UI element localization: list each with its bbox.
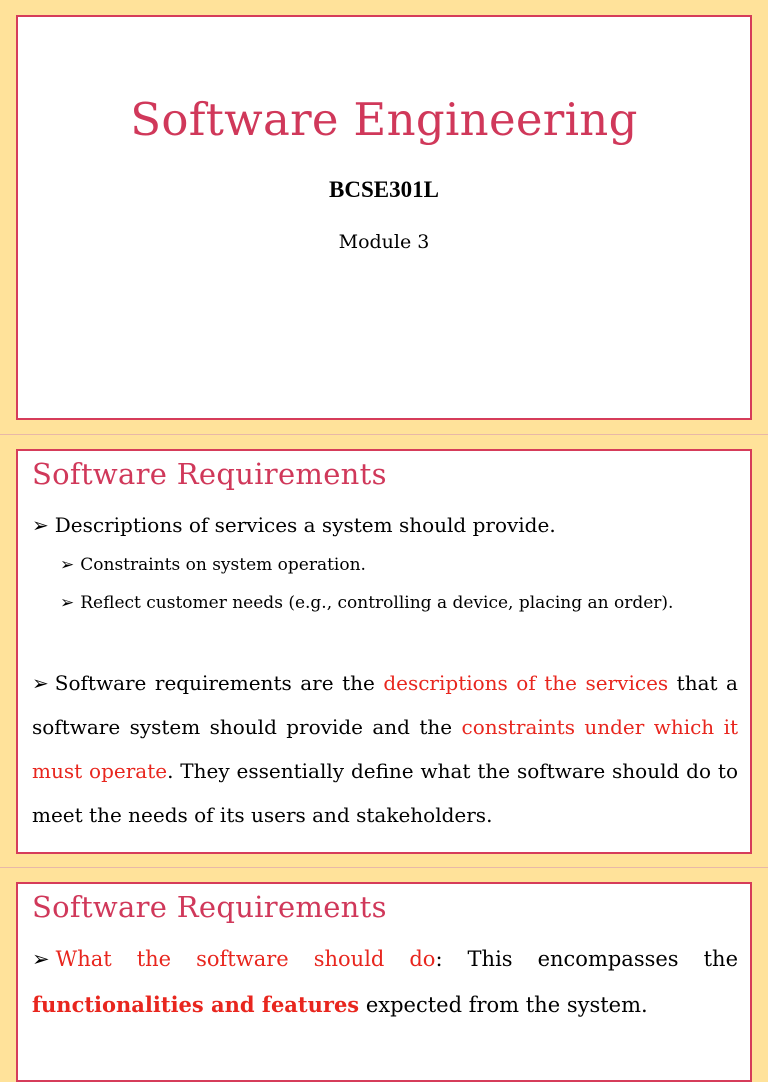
arrow-bullet-icon: ➢: [60, 593, 75, 613]
slide-3-frame: [0, 867, 768, 1024]
slide-3-title: Software Requirements: [32, 890, 387, 924]
slide-3[interactable]: [16, 882, 752, 1082]
module-label: Module 3: [338, 231, 430, 253]
slide-2-title: Software Requirements: [32, 457, 387, 491]
what-software-paragraph: [32, 936, 738, 1028]
slide-1-frame: [0, 0, 768, 434]
sub-bullet-text: Reflect customer needs (e.g., controlling a device, placing an order).: [80, 593, 674, 613]
slide-2-frame: [0, 434, 768, 867]
requirements-paragraph: [32, 661, 738, 837]
bullet-text: Descriptions of services a system should provide.: [54, 513, 556, 537]
slide-1[interactable]: [16, 15, 752, 420]
arrow-bullet-icon: ➢: [32, 947, 50, 971]
para-highlight: constraints under which it must operate: [32, 715, 738, 783]
slide-1-title: Software Engineering: [130, 93, 638, 146]
sub-bullet-text: Constraints on system operation.: [80, 555, 366, 575]
course-code: BCSE301L: [329, 177, 439, 202]
arrow-bullet-icon: ➢: [32, 671, 49, 695]
para-text: : This encompasses the: [435, 947, 738, 971]
para-text: that a software system should provide and the: [32, 671, 738, 739]
para-highlight: descriptions of the services: [383, 671, 669, 695]
slide-2[interactable]: [16, 449, 752, 854]
arrow-bullet-icon: ➢: [32, 513, 49, 537]
arrow-bullet-icon: ➢: [60, 555, 75, 575]
sub-bullet-item: [60, 593, 673, 613]
para-highlight: What the software should do: [55, 947, 436, 971]
para-text: . They essentially define what the software should do to meet the needs of its users and stakeholders.: [32, 759, 738, 827]
bullet-item: [32, 513, 556, 537]
para-text: Software requirements are the: [54, 671, 384, 695]
sub-bullet-item: [60, 555, 366, 575]
para-text: expected from the system.: [359, 993, 648, 1017]
para-bold-highlight: functionalities and features: [32, 992, 360, 1017]
